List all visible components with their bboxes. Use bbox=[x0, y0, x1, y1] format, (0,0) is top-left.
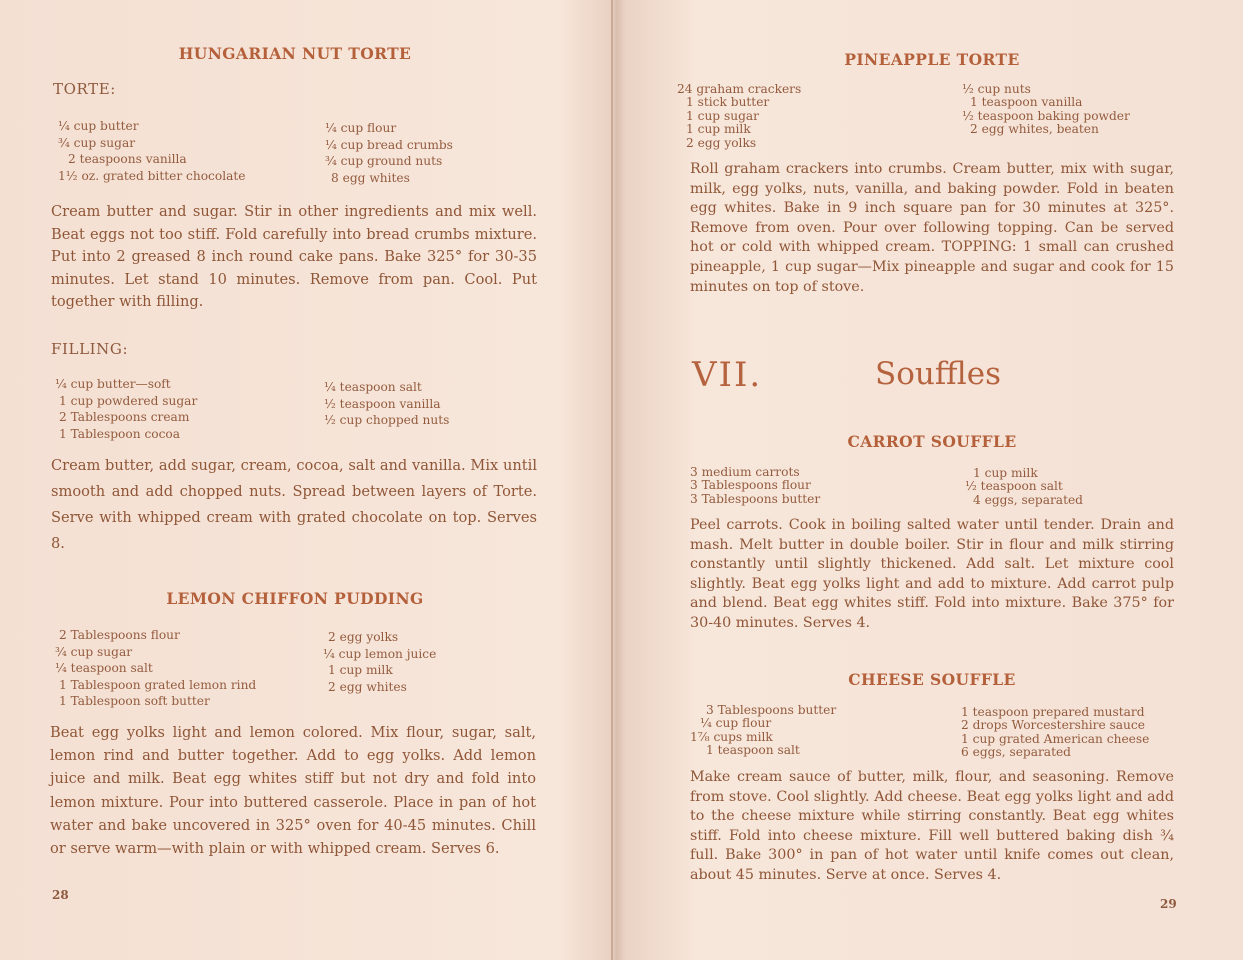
ingredient: 24 graham crackers bbox=[677, 82, 802, 96]
ingredient: 3 medium carrots bbox=[690, 465, 800, 479]
chapter-title: Souffles bbox=[875, 356, 1002, 392]
ingredient: ¼ cup butter—soft bbox=[55, 377, 171, 391]
ingredient: 1 Tablespoon grated lemon rind bbox=[59, 677, 257, 692]
ingredient: 4 eggs, separated bbox=[973, 492, 1083, 507]
ingredient: ½ cup chopped nuts bbox=[324, 413, 450, 427]
ingredient: ½ teaspoon baking powder bbox=[962, 108, 1130, 123]
page-number-right: 29 bbox=[1160, 897, 1177, 911]
ingredient: 1 cup milk bbox=[328, 663, 393, 677]
filling-label: FILLING: bbox=[51, 340, 129, 358]
ingredient: ¼ teaspoon salt bbox=[55, 661, 153, 675]
ingredient: ¼ teaspoon salt bbox=[324, 380, 422, 394]
filling-ingredients-left bbox=[55, 376, 197, 442]
lemon-instructions: Beat egg yolks light and lemon colored. Mix flour, sugar, salt, lemon rind and butter together. Add to egg yolks. Add lemon juice and milk. Beat egg whites stiff but not dry and fold into lemon mixture. Pour into buttered casserole. Place in pan of hot water and bake uncovered in 325° oven for 40-45 minutes. Chill or serve warm—with plain or with whipped cream. Serves 6. bbox=[50, 724, 536, 858]
carrot-title: CARROT SOUFFLE bbox=[847, 432, 1017, 451]
page-gutter bbox=[611, 0, 613, 960]
cheese-instructions: Make cream sauce of butter, milk, flour, and seasoning. Remove from stove. Cool slightly. Add cheese. Beat egg yolks light and add to the cheese mixture while stirring constantly. Beat egg whites stiff. Fold into cheese mixture. Fill well buttered baking dish ¾ full. Bake 300° in pan of hot water until knife comes out clean, about 45 minutes. Serve at once. Serves 4. bbox=[690, 769, 1174, 883]
ingredient: ½ teaspoon salt bbox=[965, 479, 1063, 494]
ingredient: 1½ oz. grated bitter chocolate bbox=[58, 168, 246, 183]
ingredient: ½ cup nuts bbox=[962, 82, 1031, 96]
ingredient: 1 cup grated American cheese bbox=[961, 731, 1150, 746]
ingredient: 1 cup powdered sugar bbox=[59, 393, 198, 408]
filling-ingredients-right bbox=[324, 379, 449, 429]
ingredient: 8 egg whites bbox=[331, 170, 410, 185]
ingredient: 1⅞ cups milk bbox=[690, 729, 773, 744]
lemon-ingredients-left bbox=[55, 627, 256, 710]
ingredient: ¼ cup butter bbox=[58, 119, 139, 133]
pineapple-instructions: Roll graham crackers into crumbs. Cream butter, mix with sugar, milk, egg yolks, nuts, vanilla, and baking powder. Fold in beaten egg whites. Bake in 9 inch square pan for 30 minutes at 325°. Remove from oven. Pour over following topping. Can be served hot or cold with whipped cream. TOPPING: 1 small can crushed pineapple, 1 cup sugar—Mix pineapple and sugar and cook for 15 minutes on top of stove. bbox=[690, 161, 1174, 295]
ingredient: 1 teaspoon prepared mustard bbox=[961, 705, 1145, 719]
ingredient: 1 teaspoon salt bbox=[706, 743, 800, 758]
ingredient: ¾ cup ground nuts bbox=[325, 154, 443, 168]
ingredient: ¼ cup lemon juice bbox=[323, 646, 437, 661]
ingredient: 3 Tablespoons flour bbox=[690, 478, 811, 493]
carrot-instructions: Peel carrots. Cook in boiling salted water until tender. Drain and mash. Melt butter in double boiler. Stir in flour and milk stirring constantly until slightly thickened. Add salt. Let mixture cool slightly. Beat egg yolks light and add to mixture. Add carrot pulp and blend. Beat egg whites stiff. Fold into mixture. Bake 375° for 30-40 minutes. Serves 4. bbox=[690, 517, 1174, 631]
page-number-left: 28 bbox=[52, 888, 69, 902]
ingredient: 2 Tablespoons cream bbox=[59, 410, 190, 424]
chapter-number: VII. bbox=[692, 355, 763, 395]
ingredient: ¼ cup flour bbox=[700, 716, 772, 731]
right-page bbox=[677, 0, 1180, 960]
ingredient: ¾ cup sugar bbox=[55, 644, 133, 659]
ingredient: 1 Tablespoon soft butter bbox=[59, 694, 210, 708]
hungarian-torte-ingredients-right bbox=[325, 120, 453, 186]
cheese-ingredients-left bbox=[690, 704, 836, 758]
carrot-ingredients-right bbox=[965, 467, 1083, 507]
pineapple-ingredients-right bbox=[962, 83, 1130, 137]
ingredient: 2 egg whites bbox=[328, 679, 407, 694]
hungarian-torte-instructions: Cream butter and sugar. Stir in other ingredients and mix well. Beat eggs not too stiff. Fold carefully into bread crumbs mixture. Put into 2 greased 8 inch round cake pans. Bake 325° for 30-35 minutes. Let stand 10 minutes. Remove from pan. Cool. Put together with filling. bbox=[51, 203, 537, 310]
left-page bbox=[50, 0, 540, 960]
ingredient: 6 eggs, separated bbox=[961, 745, 1071, 760]
ingredient: 3 Tablespoons butter bbox=[706, 703, 837, 717]
ingredient: 1 stick butter bbox=[686, 95, 770, 110]
ingredient: 2 teaspoons vanilla bbox=[68, 152, 187, 166]
lemon-ingredients-right bbox=[323, 629, 437, 695]
ingredient: 2 drops Worcestershire sauce bbox=[961, 718, 1145, 733]
ingredient: ¼ cup flour bbox=[325, 121, 397, 135]
ingredient: 3 Tablespoons butter bbox=[690, 491, 821, 506]
torte-label: TORTE: bbox=[53, 80, 116, 98]
ingredient: 1 cup milk bbox=[973, 466, 1038, 480]
cheese-ingredients-right bbox=[961, 706, 1149, 760]
ingredient: ½ teaspoon vanilla bbox=[324, 396, 441, 411]
ingredient: 2 egg whites, beaten bbox=[970, 122, 1099, 137]
pineapple-ingredients-left bbox=[677, 83, 801, 150]
lemon-title: LEMON CHIFFON PUDDING bbox=[166, 589, 424, 608]
hungarian-title: HUNGARIAN NUT TORTE bbox=[178, 44, 412, 63]
ingredient: 1 Tablespoon cocoa bbox=[59, 426, 181, 441]
ingredient: 2 egg yolks bbox=[686, 135, 757, 150]
ingredient: 1 teaspoon vanilla bbox=[970, 95, 1083, 110]
hungarian-torte-ingredients-left bbox=[58, 118, 245, 184]
ingredient: 1 cup sugar bbox=[686, 108, 759, 123]
carrot-ingredients-left bbox=[690, 466, 820, 506]
ingredient: ¼ cup bread crumbs bbox=[325, 137, 453, 152]
ingredient: 1 cup milk bbox=[686, 122, 751, 137]
ingredient: ¾ cup sugar bbox=[58, 135, 136, 150]
cheese-title: CHEESE SOUFFLE bbox=[848, 670, 1016, 689]
ingredient: 2 Tablespoons flour bbox=[59, 628, 180, 642]
pineapple-title: PINEAPPLE TORTE bbox=[844, 50, 1020, 69]
filling-instructions: Cream butter, add sugar, cream, cocoa, salt and vanilla. Mix until smooth and add chopped nuts. Spread between layers of Torte. Serve with whipped cream with grated chocolate on top. Serves 8. bbox=[51, 457, 537, 552]
ingredient: 2 egg yolks bbox=[328, 630, 399, 644]
